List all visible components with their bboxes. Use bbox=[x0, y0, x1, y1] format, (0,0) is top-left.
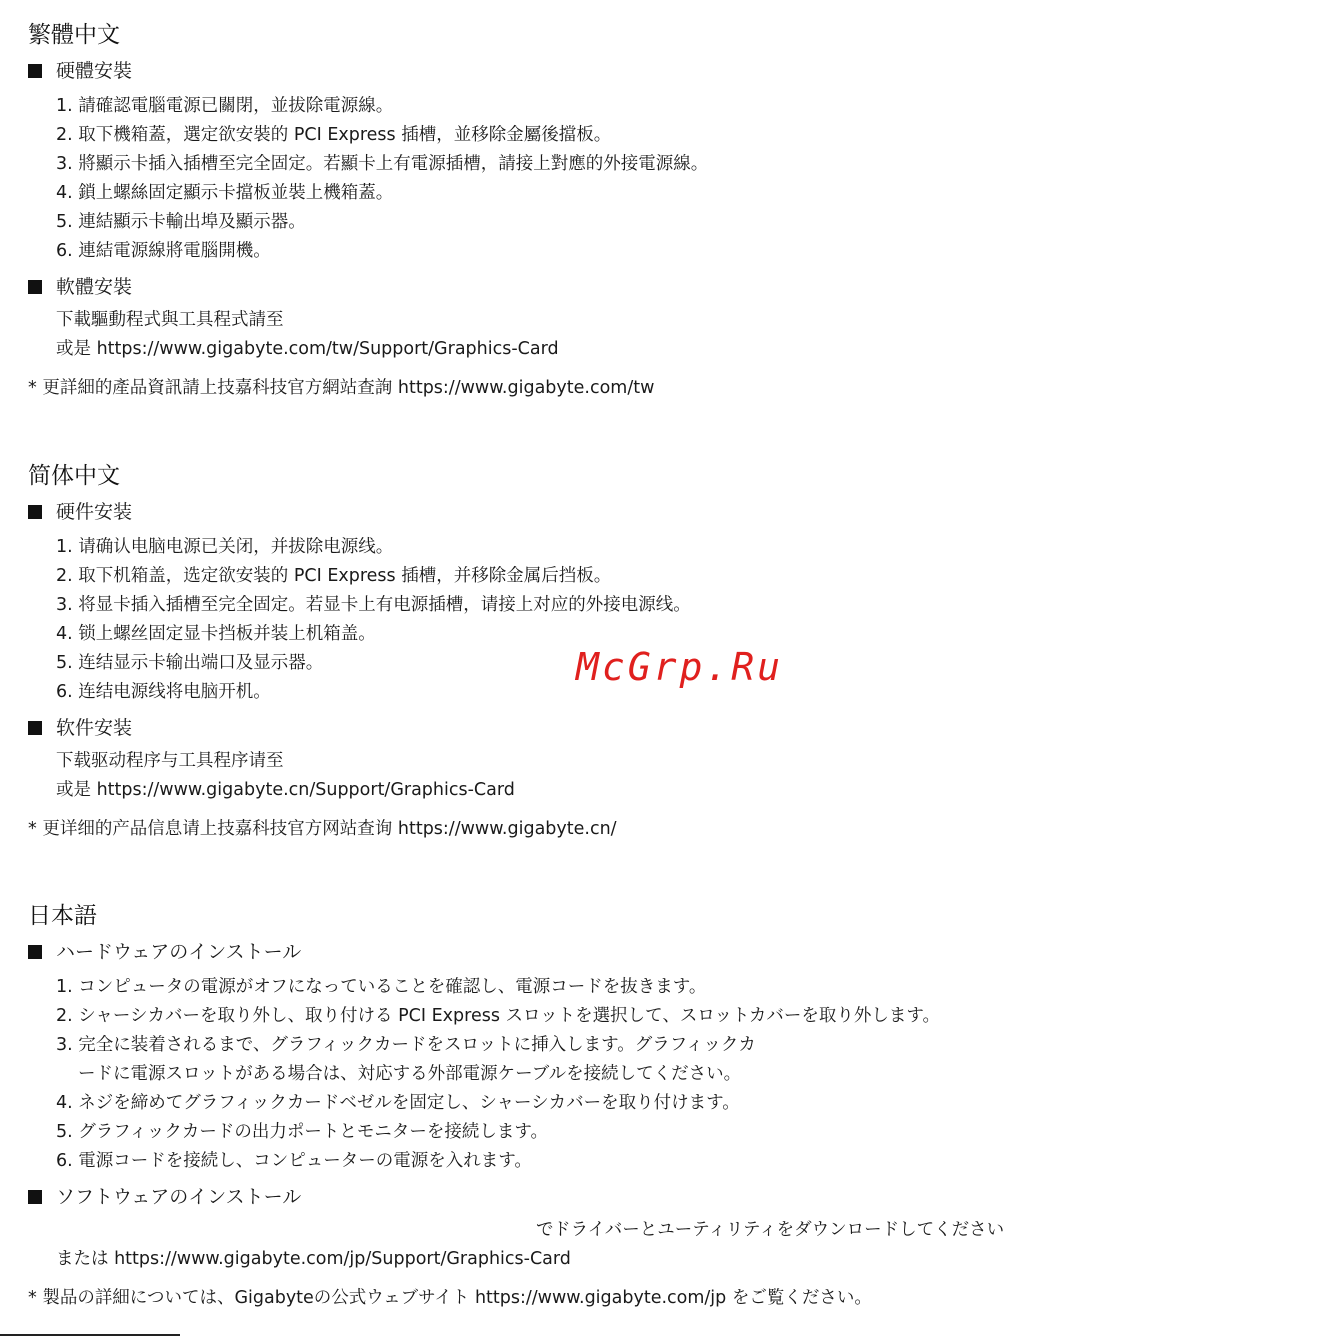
software-heading-label: 软件安装 bbox=[56, 717, 133, 739]
step-item: 3. 将显卡插入插槽至完全固定。若显卡上有电源插槽，请接上对应的外接电源线。 bbox=[56, 595, 691, 615]
software-link-line[interactable]: 或是 https://www.gigabyte.cn/Support/Graphics-Card bbox=[56, 780, 515, 800]
step-item: 5. 連結顯示卡輸出埠及顯示器。 bbox=[56, 212, 306, 232]
software-heading-label: ソフトウェアのインストール bbox=[56, 1186, 302, 1208]
hardware-heading-label: ハードウェアのインストール bbox=[56, 941, 302, 963]
square-bullet-icon bbox=[28, 505, 42, 519]
step-item bbox=[56, 1031, 1308, 1089]
software-text bbox=[56, 1216, 1308, 1274]
step-text: 3. 完全に装着されるまで、グラフィックカードをスロットに挿入します。グラフィックカ bbox=[56, 1035, 756, 1055]
step-item: 4. 锁上螺丝固定显卡挡板并装上机箱盖。 bbox=[56, 624, 376, 644]
step-item: 3. 將顯示卡插入插槽至完全固定。若顯卡上有電源插槽，請接上對應的外接電源線。 bbox=[56, 154, 709, 174]
step-item: 2. 取下機箱蓋，選定欲安裝的 PCI Express 插槽，並移除金屬後擋板。 bbox=[56, 125, 612, 145]
section-ja bbox=[28, 901, 1308, 1312]
section-zh-tw bbox=[28, 20, 1308, 402]
software-heading bbox=[28, 1184, 1308, 1210]
watermark-text: McGrp.Ru bbox=[576, 645, 784, 689]
hardware-heading-label: 硬體安裝 bbox=[56, 60, 133, 82]
software-line bbox=[56, 1216, 1308, 1245]
step-continuation: ードに電源スロットがある場合は、対応する外部電源ケーブルを接続してください。 bbox=[78, 1064, 742, 1084]
step-item: 6. 連結電源線將電腦開機。 bbox=[56, 241, 271, 261]
step-item: 2. 取下机箱盖，选定欲安装的 PCI Express 插槽，并移除金属后挡板。 bbox=[56, 566, 612, 586]
step-item: 6. 電源コードを接続し、コンピューターの電源を入れます。 bbox=[56, 1151, 532, 1171]
square-bullet-icon bbox=[28, 945, 42, 959]
footnote: * 更詳細的產品資訊請上技嘉科技官方網站查詢 https://www.gigabyte.com/tw bbox=[28, 378, 655, 398]
software-text bbox=[56, 306, 1308, 364]
step-item: 1. 請確認電腦電源已關閉，並拔除電源線。 bbox=[56, 96, 394, 116]
square-bullet-icon bbox=[28, 280, 42, 294]
hardware-heading bbox=[28, 499, 1308, 525]
software-link-line[interactable]: または https://www.gigabyte.com/jp/Support/Graphics-Card bbox=[56, 1249, 571, 1269]
hardware-heading bbox=[28, 939, 1308, 965]
footnote: * 製品の詳細については、Gigabyteの公式ウェブサイト https://www.gigabyte.com/jp をご覧ください。 bbox=[28, 1288, 872, 1308]
software-link-line[interactable]: 或是 https://www.gigabyte.com/tw/Support/Graphics-Card bbox=[56, 339, 559, 359]
hardware-steps bbox=[56, 973, 1308, 1176]
section-title: 繁體中文 bbox=[28, 22, 120, 48]
hardware-heading-label: 硬件安装 bbox=[56, 501, 133, 523]
hardware-heading bbox=[28, 58, 1308, 84]
step-item: 6. 连结电源线将电脑开机。 bbox=[56, 682, 271, 702]
blank-gap bbox=[56, 1216, 536, 1245]
footnote: * 更详细的产品信息请上技嘉科技官方网站查询 https://www.gigabyte.cn/ bbox=[28, 819, 617, 839]
section-title: 日本語 bbox=[28, 903, 97, 929]
square-bullet-icon bbox=[28, 721, 42, 735]
square-bullet-icon bbox=[28, 64, 42, 78]
hardware-steps bbox=[56, 92, 1308, 266]
software-text bbox=[56, 747, 1308, 805]
square-bullet-icon bbox=[28, 1190, 42, 1204]
step-item: 4. ネジを締めてグラフィックカードベゼルを固定し、シャーシカバーを取り付けます。 bbox=[56, 1093, 740, 1113]
software-heading-label: 軟體安裝 bbox=[56, 276, 133, 298]
software-line: 下载驱动程序与工具程序请至 bbox=[56, 751, 284, 771]
software-line: 下載驅動程式與工具程式請至 bbox=[56, 310, 284, 330]
software-heading bbox=[28, 715, 1308, 741]
step-item: 4. 鎖上螺絲固定顯示卡擋板並裝上機箱蓋。 bbox=[56, 183, 394, 203]
step-item: 1. 请确认电脑电源已关闭，并拔除电源线。 bbox=[56, 537, 394, 557]
step-item: 2. シャーシカバーを取り外し、取り付ける PCI Express スロットを選択して、スロットカバーを取り外します。 bbox=[56, 1006, 941, 1026]
software-heading bbox=[28, 274, 1308, 300]
footer-divider bbox=[0, 1334, 180, 1336]
software-line-text: でドライバーとユーティリティをダウンロードしてください bbox=[536, 1220, 1005, 1240]
step-item: 5. グラフィックカードの出力ポートとモニターを接続します。 bbox=[56, 1122, 548, 1142]
step-item: 1. コンピュータの電源がオフになっていることを確認し、電源コードを抜きます。 bbox=[56, 977, 707, 997]
step-item: 5. 连结显示卡输出端口及显示器。 bbox=[56, 653, 324, 673]
section-title: 简体中文 bbox=[28, 463, 120, 489]
